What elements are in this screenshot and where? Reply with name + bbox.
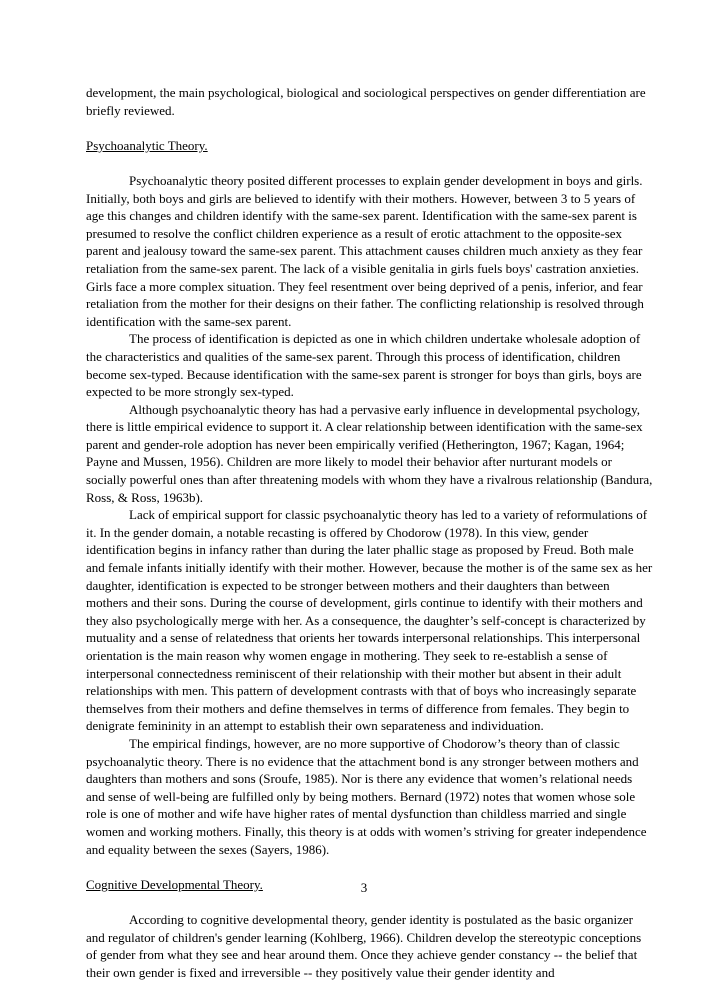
paragraph: According to cognitive developmental theory, gender identity is postulated as the basic organizer and regulator of children's gender learning (Kohlberg, 1966). Children develop the stereotypic conceptions of gender from what they see and hear around them. Once they achieve gender constancy -- the belief that their own gender is fixed and irreversible -- they positively value their gender identity and [86, 911, 642, 980]
paragraph: Although psychoanalytic theory has had a pervasive early influence in developmental psychology, there is little empirical evidence to support it. A clear relationship between identification with the same-sex parent and gender-role adoption has never been empirically verified (Hetherington, 1967; Kagan, 1964; Payne and Mussen, 1956). Children are more likely to model their behavior after nurturant models or socially powerful ones than after threatening models with whom they have a rivalrous relationship (Bandura, Ross, & Ross, 1963b). [86, 401, 653, 505]
paragraph: Lack of empirical support for classic psychoanalytic theory has led to a variety of reformulations of it. In the gender domain, a notable recasting is offered by Chodorow (1978). In this view, gender identification begins in infancy rather than during the later phallic stage as proposed by Freud. Both male and female infants initially identify with their mother. However, because the mother is of the same sex as her daughter, identification is expected to be stronger between mothers and their daughters than between mothers and their sons. During the course of development, girls continue to identify with their mothers and they also psychologically merge with her. As a consequence, the daughter’s self-concept is characterized by mutuality and a sense of relatedness that orients her towards interpersonal relationships. This interpersonal orientation is the main reason why women engage in mothering. They seek to re-establish a sense of interpersonal connectedness reminiscent of their relationship with their mother but absent in their adult relationships with men. This pattern of development contrasts with that of boys who increasingly separate themselves from their mothers and define themselves in terms of difference from females. They begin to denigrate femininity in an attempt to establish their own separateness and individuation. [86, 507, 653, 734]
paragraph: Psychoanalytic theory posited different processes to explain gender development in boys and girls. Initially, both boys and girls are believed to identify with their mothers. However, between 3 to 5 years of age this changes and children identify with the same-sex parent. Identification with the same-sex parent is presumed to resolve the conflict children experience as a result of erotic attachment to the opposite-sex parent and jealousy toward the same-sex parent. This attachment causes children much anxiety as they fear retaliation from the same-sex parent. The lack of a visible genitalia in girls fuels boys' castration anxieties. Girls face a more complex situation. They feel resentment over being deprived of a penis, inferior, and fear retaliation from the mother for their designs on their father. The conflicting relationship is resolved through identification with the same-sex parent. [86, 172, 644, 329]
intro-paragraph: development, the main psychological, biological and sociological perspectives on gender differentiation are briefly reviewed. [86, 85, 646, 118]
paragraph: The process of identification is depicted as one in which children undertake wholesale adoption of the characteristics and qualities of the same-sex parent. Through this process of identification, children become sex-typed. Because identification with the same-sex parent is stronger for boys than girls, boys are expected to be more strongly sex-typed. [86, 331, 642, 400]
spacer [86, 858, 654, 876]
text-column [86, 84, 654, 981]
page-number: 3 [360, 880, 368, 895]
spacer [86, 119, 654, 137]
spacer [86, 154, 654, 172]
section-heading-psychoanalytic: Psychoanalytic Theory. [86, 137, 208, 153]
section-heading-cognitive: Cognitive Developmental Theory. [86, 876, 263, 892]
paragraph: The empirical findings, however, are no more supportive of Chodorow’s theory than of classic psychoanalytic theory. There is no evidence that the attachment bond is any stronger between mothers and daughters than mothers and sons (Sroufe, 1985). Nor is there any evidence that women’s relational needs and sense of well-being are fulfilled only by being mothers. Bernard (1972) notes that women whose sole role is one of mother and wife have higher rates of mental dysfunction than childless married and single women and working mothers. Finally, this theory is at odds with women’s striving for greater independence and equality between the sexes (Sayers, 1986). [86, 735, 647, 857]
